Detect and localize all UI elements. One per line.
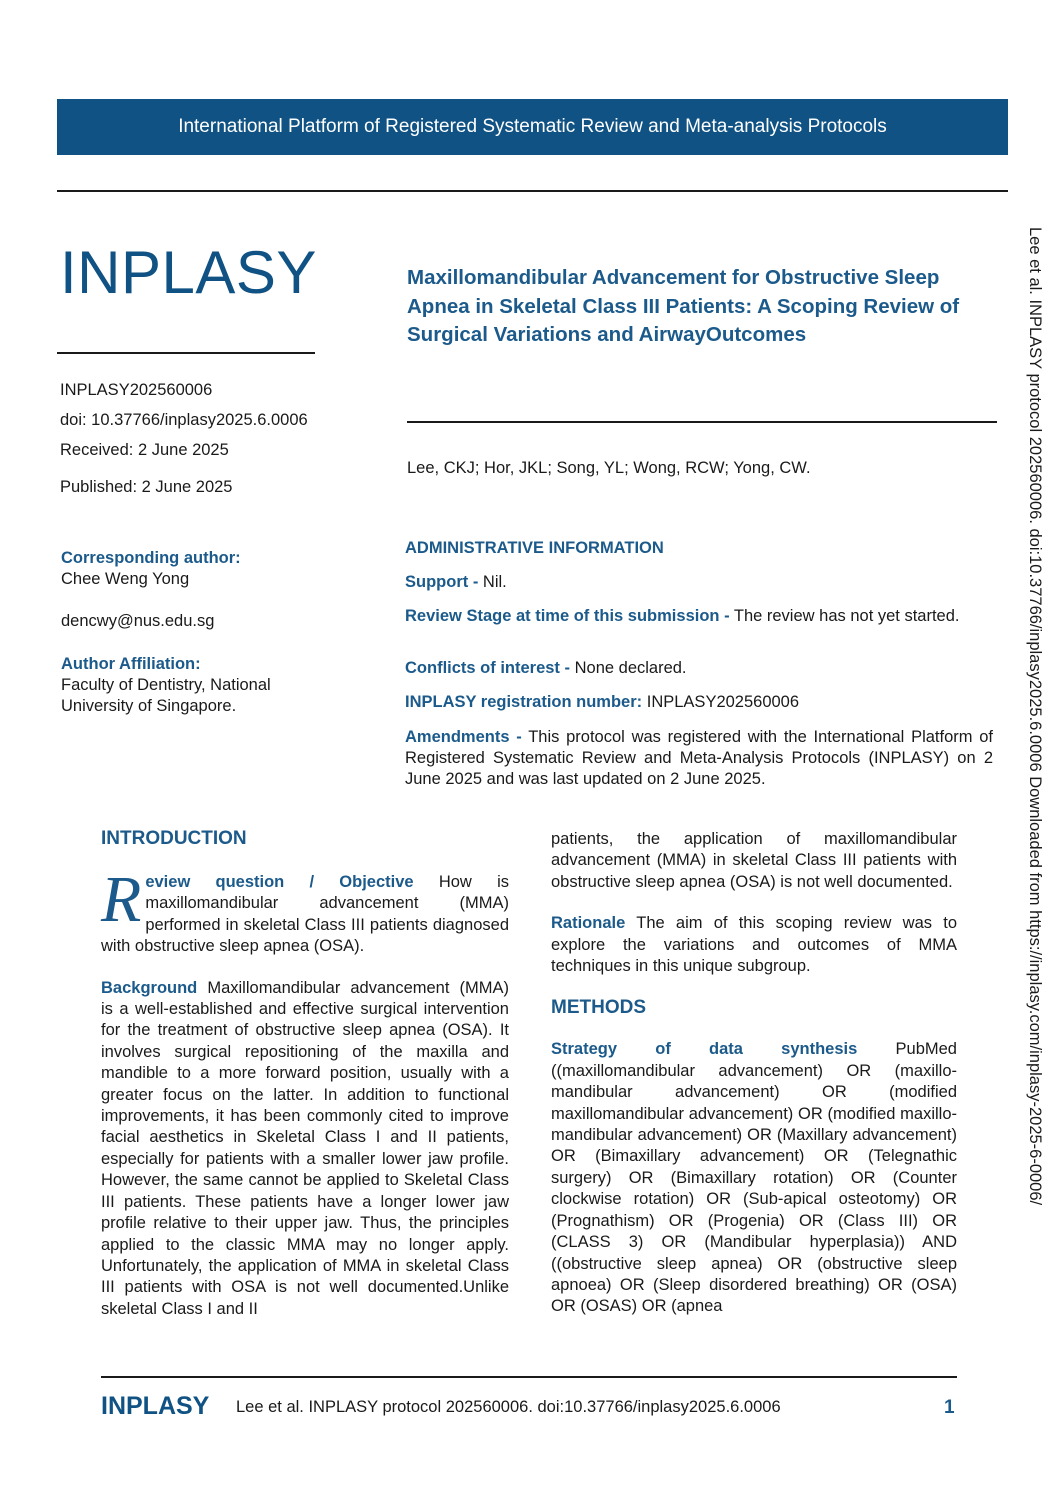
background-label: Background (101, 978, 198, 997)
regnum-label: INPLASY registration number: (405, 693, 643, 711)
regnum-text: INPLASY202560006 (646, 693, 800, 711)
rationale-text: The aim of this scoping review was to explore the variations and outcomes of MMA techniques in this unique subgroup. (551, 914, 958, 976)
amend-label: Amendments - (405, 728, 522, 746)
admin-heading (405, 538, 993, 559)
author-affiliation (61, 654, 321, 717)
corresponding-author (61, 548, 321, 632)
support-label: Support - (405, 573, 479, 591)
background (101, 978, 509, 1321)
received-date: Received: 2 June 2025 (60, 441, 229, 459)
intro-heading: INTRODUCTION (101, 828, 247, 849)
conflicts (405, 658, 993, 679)
review-question (101, 863, 509, 958)
review-stage (405, 606, 993, 627)
conflicts-label: Conflicts of interest - (405, 659, 571, 677)
review-question-label: eview question / Objective (145, 873, 414, 891)
published-date: Published: 2 June 2025 (60, 478, 233, 496)
dropcap-letter: R (101, 863, 142, 936)
methods-heading: METHODS (551, 997, 646, 1019)
rationale-label: Rationale (551, 914, 626, 933)
background-text: Maxillomandibular advancement (MMA) is a well-established and effective surgical intervention for the treatment of obstructive sleep apnea (OSA). It involves surgical repositioning of the maxilla and mandible to a more forward position, usually with a greater focus on the latter. In addition to functional improvements, it has been commonly cited to improve facial aesthetics in Skeletal Class I and II patients, especially for patients with a smaller lower jaw profile. However, the same cannot be applied to Skeletal Class III patients. These patients have a longer lower jaw profile relative to their upper jaw. Thus, the principles applied to the classic MMA may no longer apply. Unfortunately, the application of MMA in skeletal Class III patients with OSA is not well documented.Unlike skeletal Class I and II (101, 978, 509, 1318)
background-continued: patients, the application of maxillomandibular advancement (MMA) in skeletal Class III patients with obstructive sleep apnea (OSA) is not well documented. (551, 830, 957, 891)
doi: doi: 10.37766/inplasy2025.6.0006 (60, 411, 308, 429)
header-banner: International Platform of Registered Systematic Review and Meta-analysis Protocols (57, 99, 1008, 155)
page-number: 1 (944, 1397, 955, 1418)
amend-text: This protocol was registered with the International Platform of Registered Systematic Review and Meta-Analysis Protocols (INPLASY) on 2 June 2025 and was last updated on 2 June 2025. (405, 728, 994, 788)
strategy-data-synthesis (551, 1039, 957, 1317)
rationale (551, 913, 957, 977)
review-question-text: How is maxillomandibular advancement (MMA) performed in skeletal Class III patients diagnosed with obstructive sleep apnea (OSA). (101, 873, 509, 956)
paper-title: Maxillomandibular Advancement for Obstructive Sleep Apnea in Skeletal Class III Patients: A Scoping Review of Surgical Variations and AirwayOutcomes (407, 266, 960, 346)
stage-text: The review has not yet started. (733, 607, 960, 625)
corresponding-label: Corresponding author: (61, 549, 241, 567)
right-column (551, 829, 957, 1318)
inplasy-logo: INPLASY (60, 239, 317, 306)
vertical-download-text: Lee et al. INPLASY protocol 202560006. doi:10.37766/inplasy2025.6.0006 Downloaded from https://inplasy.com/inplasy-2025-6-0006/ (1026, 227, 1044, 1206)
admin-heading-text: ADMINISTRATIVE INFORMATION (405, 539, 664, 557)
title-divider (407, 421, 997, 423)
support-text: Nil. (482, 573, 507, 591)
intro-column (101, 828, 509, 1320)
vertical-download-note (1026, 227, 1046, 1206)
strategy-text: PubMed ((maxillomandibular advancement) OR (maxillo-mandibular advancement) OR (modified maxillomandibular advancement) OR (modified maxillo-mandibular advancement) OR (Maxillary advancement) OR (Bimaxillary advancement) OR (Telegnathic surgery) OR (Bimaxillary rotation) OR (Counter clockwise rotation) OR (Sub-apical osteotomy) OR (Prognathism) OR (Progenia) OR (Class III) OR (CLASS 3) OR (Mandibular hyperplasia)) AND ((obstructive sleep apnea) OR (obstructive sleep apnoea) OR (Sleep disordered breathing) OR (OSA) OR (OSAS) OR (apnea (551, 1040, 957, 1316)
corresponding-email: dencwy@nus.edu.sg (61, 612, 215, 630)
affiliation-text: Faculty of Dentistry, National University of Singapore. (61, 676, 271, 715)
author-list: Lee, CKJ; Hor, JKL; Song, YL; Wong, RCW; Yong, CW. (407, 459, 811, 477)
footer-divider (101, 1376, 957, 1378)
registration-number (405, 692, 993, 713)
footer-citation: Lee et al. INPLASY protocol 202560006. doi:10.37766/inplasy2025.6.0006 (236, 1398, 781, 1416)
amendments (405, 727, 993, 790)
top-divider (57, 190, 1008, 192)
corresponding-name: Chee Weng Yong (61, 570, 190, 588)
footer-logo: INPLASY (101, 1392, 210, 1420)
stage-label: Review Stage at time of this submission - (405, 607, 730, 625)
logo-divider (57, 352, 315, 354)
protocol-id: INPLASY202560006 (60, 381, 213, 399)
support (405, 572, 993, 593)
affiliation-label: Author Affiliation: (61, 655, 201, 673)
conflicts-text: None declared. (574, 659, 687, 677)
strategy-label: Strategy of data synthesis (551, 1040, 858, 1059)
